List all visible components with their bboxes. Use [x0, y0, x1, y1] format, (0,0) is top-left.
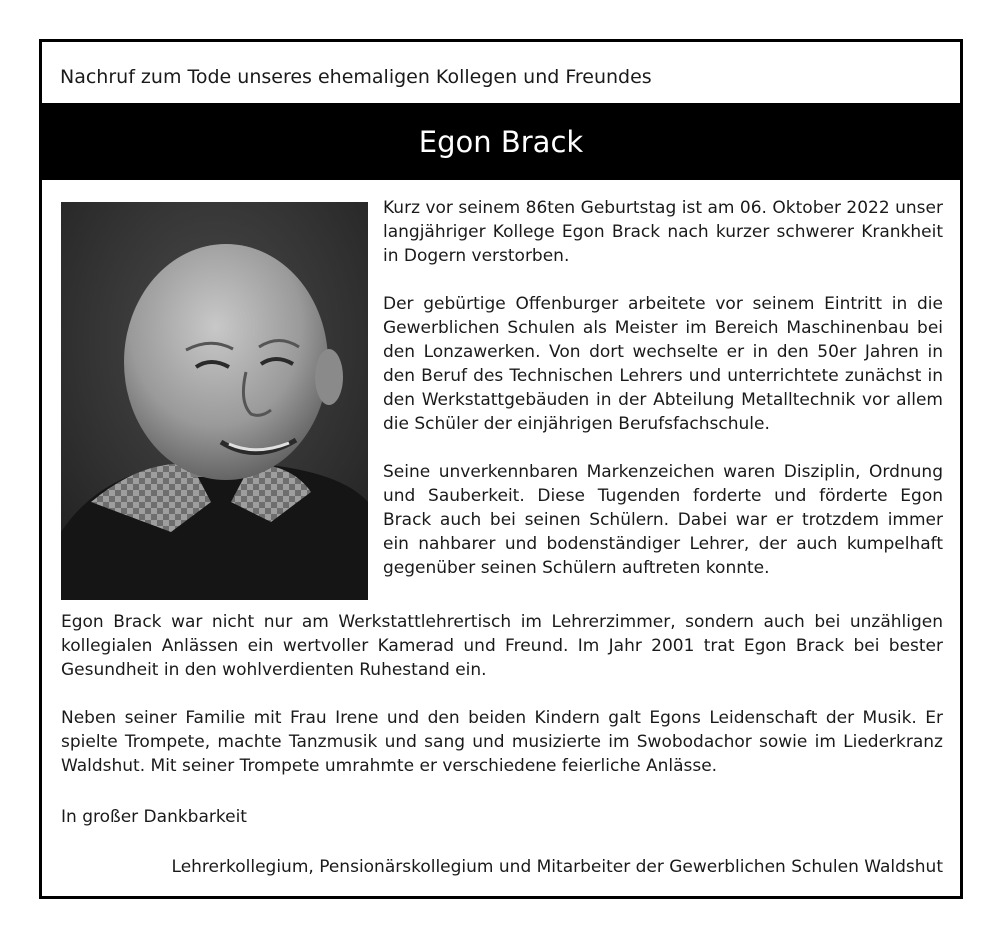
- closing-line: In großer Dankbarkeit: [61, 807, 247, 827]
- notice-header: Nachruf zum Tode unseres ehemaligen Kollegen und Freundes: [60, 66, 652, 88]
- deceased-name: Egon Brack: [418, 124, 584, 159]
- paragraph-career: Der gebürtige Offenburger arbeitete vor seinem Eintritt in die Gewerblichen Schulen als Meister im Bereich Maschinenbau bei den Lonzawerken. Von dort wechselte er in den 50er Jahren in den Beruf des Technischen Lehrers und unterrichtete zunächst in den Werkstattgebäuden in der Abteilung Metalltechnik vor allem die Schüler der einjährigen Berufsfachschule.: [383, 294, 943, 434]
- signature-line: Lehrerkollegium, Pensionärskollegium und Mitarbeiter der Gewerblichen Schulen Waldshut: [171, 857, 943, 877]
- side-text-column: [383, 196, 943, 604]
- paragraph-character: Seine unverkennbaren Markenzeichen waren Disziplin, Ordnung und Sauberkeit. Diese Tugenden forderte und förderte Egon Brack auch bei seinen Schülern. Dabei war er trotzdem immer ein nahbarer und bodenständiger Lehrer, der auch kumpelhaft gegenüber seinen Schülern auftreten konnte.: [383, 462, 943, 578]
- paragraph-music: Neben seiner Familie mit Frau Irene und den beiden Kindern galt Egons Leidenschaft der Musik. Er spielte Trompete, machte Tanzmusik und sang und musizierte im Swobodachor sowie im Liederkranz Waldshut. Mit seiner Trompete umrahmte er verschiedene feierliche Anlässe.: [61, 708, 943, 776]
- paragraph-retirement: Egon Brack war nicht nur am Werkstattlehrertisch im Lehrerzimmer, sondern auch bei unzähligen kollegialen Anlässen ein wertvoller Kamerad und Freund. Im Jahr 2001 trat Egon Brack bei bester Gesundheit in den wohlverdienten Ruhestand ein.: [61, 612, 943, 680]
- paragraph-death-notice: Kurz vor seinem 86ten Geburtstag ist am 06. Oktober 2022 unser langjähriger Kollege Egon Brack nach kurzer schwerer Krankheit in Dogern verstorben.: [383, 198, 943, 266]
- name-banner: [39, 103, 963, 180]
- portrait-photo: [61, 202, 368, 600]
- full-text-column: [61, 610, 943, 802]
